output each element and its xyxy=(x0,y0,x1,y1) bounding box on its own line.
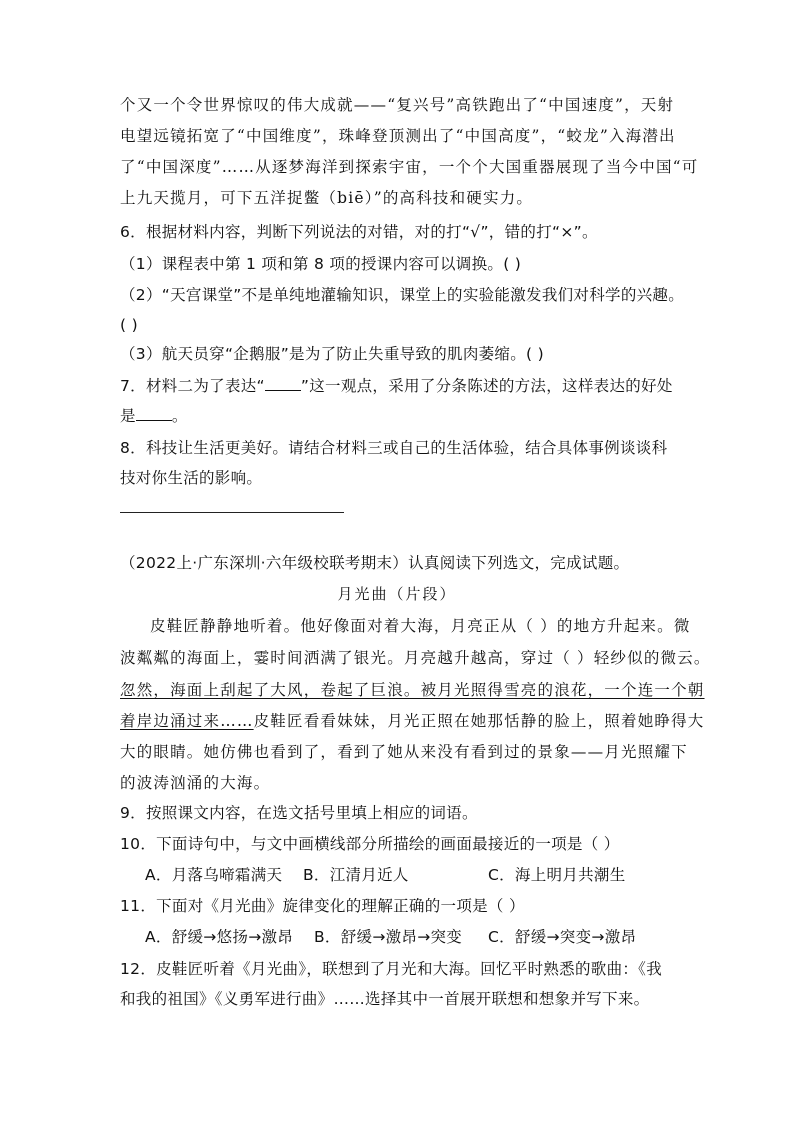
question-7-text-d: 。 xyxy=(171,407,188,425)
question-11-option-b[interactable]: B．舒缓→激昂→突变 xyxy=(314,928,463,946)
passage-top-line-2: 电望远镜拓宽了“中国维度”，珠峰登顶测出了“中国高度”，“蛟龙”入海潜出 xyxy=(120,127,676,145)
question-6-item-3: （3）航天员穿“企鹅服”是为了防止失重导致的肌肉萎缩。( ) xyxy=(120,345,544,363)
question-10-option-a[interactable]: A．月落乌啼霜满天 xyxy=(145,866,283,884)
passage-line-3-underlined: 忽然，海面上刮起了大风，卷起了巨浪。被月光照得雪亮的浪花，一个连一个朝 xyxy=(120,681,705,699)
passage-line-4 xyxy=(120,711,705,731)
question-10-option-c[interactable]: C．海上明月共潮生 xyxy=(488,866,626,884)
question-7-line-1 xyxy=(120,376,673,396)
section-intro: （2022上·广东深圳·六年级校联考期末）认真阅读下列选文，完成试题。 xyxy=(120,554,630,572)
question-8-line-2: 技对你生活的影响。 xyxy=(120,469,263,487)
passage-line-2: 波粼粼的海面上，霎时间洒满了银光。月亮越升越高，穿过（ ）轻纱似的微云。 xyxy=(120,649,711,667)
question-10-option-b[interactable]: B．江清月近人 xyxy=(303,866,409,884)
passage-line-4-rest: 皮鞋匠看看妹妹，月光正照在她那恬静的脸上，照着她睁得大 xyxy=(253,712,705,730)
question-11-option-a[interactable]: A．舒缓→悠扬→激昂 xyxy=(145,928,294,946)
question-12-line-2: 和我的祖国》《义勇军进行曲》……选择其中一首展开联想和想象并写下来。 xyxy=(120,990,650,1008)
passage-line-1: 皮鞋匠静静地听着。他好像面对着大海，月亮正从（ ）的地方升起来。微 xyxy=(150,617,691,635)
question-8-line-1: 8．科技让生活更美好。请结合材料三或自己的生活体验，结合具体事例谈谈科 xyxy=(120,439,668,457)
underlined-phrase: 着岸边涌过来…… xyxy=(120,712,254,730)
answer-blank xyxy=(265,376,301,391)
passage-top-line-3: 了“中国深度”……从逐梦海洋到探索宇宙，一个个大国重器展现了当今中国“可 xyxy=(120,158,699,176)
question-6-item-1: （1）课程表中第 1 项和第 8 项的授课内容可以调换。( ) xyxy=(120,255,522,273)
question-11-stem: 11．下面对《月光曲》旋律变化的理解正确的一项是（ ） xyxy=(120,897,525,915)
question-7-line-2 xyxy=(120,406,188,426)
question-12-line-1: 12．皮鞋匠听着《月光曲》，联想到了月光和大海。回忆平时熟悉的歌曲：《我 xyxy=(120,960,663,978)
question-9: 9．按照课文内容，在选文括号里填上相应的词语。 xyxy=(120,804,478,822)
passage-line-6: 的波涛汹涌的大海。 xyxy=(120,774,271,792)
question-6-stem: 6．根据材料内容，判断下列说法的对错，对的打“√”，错的打“×”。 xyxy=(120,223,598,241)
section-divider xyxy=(120,512,344,513)
question-10-stem: 10．下面诗句中，与文中画横线部分所描绘的画面最接近的一项是（ ） xyxy=(120,835,620,853)
question-7-text-b: ”这一观点，采用了分条陈述的方法，这样表达的好处 xyxy=(300,377,673,395)
question-7-text-c: 是 xyxy=(120,407,136,425)
answer-blank xyxy=(136,406,172,421)
passage-title: 月光曲（片段） xyxy=(337,585,457,603)
passage-top-line-1: 个又一个令世界惊叹的伟大成就——“复兴号”高铁跑出了“中国速度”，天射 xyxy=(120,96,675,114)
question-6-item-2-answer: ( ) xyxy=(120,316,138,334)
question-6-item-2: （2）“天宫课堂”不是单纯地灌输知识，课堂上的实验能激发我们对科学的兴趣。 xyxy=(120,286,685,304)
question-11-option-c[interactable]: C．舒缓→突变→激昂 xyxy=(488,928,637,946)
passage-top-line-4: 上九天揽月，可下五洋捉鳖（biē）”的高科技和硬实力。 xyxy=(120,189,534,207)
passage-line-5: 大的眼睛。她仿佛也看到了，看到了她从来没有看到过的景象——月光照耀下 xyxy=(120,743,688,761)
question-7-text-a: 7．材料二为了表达“ xyxy=(120,377,265,395)
